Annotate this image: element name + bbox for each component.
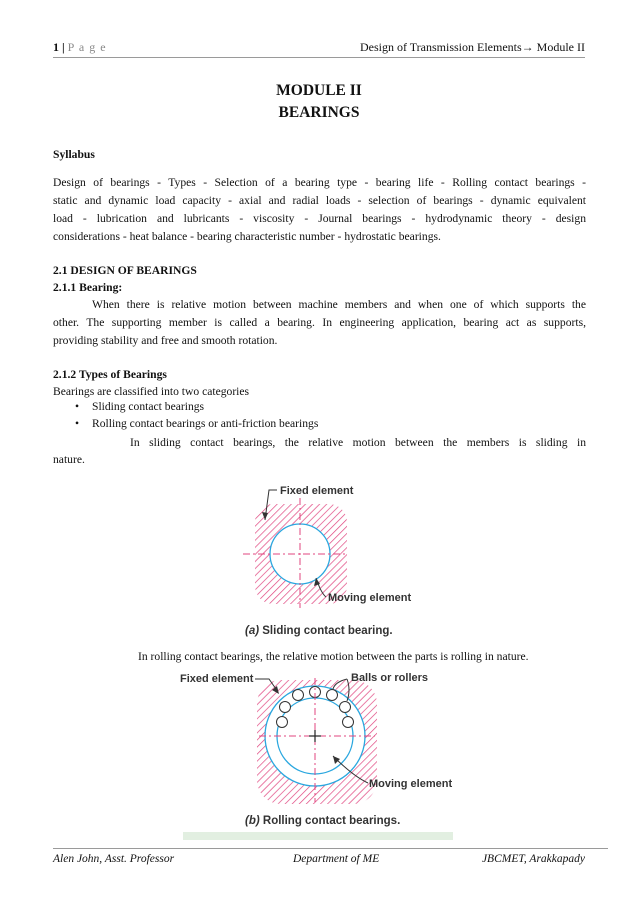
bullet-icon: • <box>75 400 80 413</box>
syllabus-line-1: Design of bearings - Types - Selection of a bearing type - bearing life - Rolling contact bearings - <box>53 176 586 189</box>
footer-rule <box>53 848 608 849</box>
page-number: 1 <box>53 40 59 54</box>
section-heading-2-1: 2.1 DESIGN OF BEARINGS <box>53 264 197 277</box>
topic-title: BEARINGS <box>278 104 360 121</box>
bearing-para-line-3: providing stability and free and smooth rotation. <box>53 334 278 347</box>
label-fixed-element: Fixed element <box>280 485 354 497</box>
page-word: P a g e <box>67 40 107 54</box>
page-header <box>53 40 585 56</box>
figure-a-caption <box>245 625 393 637</box>
label-balls-or-rollers: Balls or rollers <box>351 672 429 684</box>
ball-icon <box>340 702 351 713</box>
sliding-contact-bearing-figure <box>225 478 435 623</box>
module-title: MODULE II <box>276 82 362 99</box>
figure-a-caption-tag: (a) <box>245 625 260 637</box>
header-rule <box>53 57 585 58</box>
syllabus-line-2: static and dynamic load capacity - axial and radial loads - selection of bearings - dynamic equivalent <box>53 194 586 207</box>
figure-b-caption <box>245 815 400 827</box>
sliding-sentence-line-2: nature. <box>53 453 85 466</box>
syllabus-line-4: considerations - heat balance - bearing characteristic number - hydrostatic bearings. <box>53 230 441 243</box>
label-fixed-element: Fixed element <box>180 673 254 685</box>
syllabus-heading: Syllabus <box>53 148 95 161</box>
bullet-icon: • <box>75 417 80 430</box>
page-indicator <box>53 40 107 55</box>
running-title-left: Design of Transmission Elements <box>360 40 522 54</box>
bearing-para-line-2: other. The supporting member is called a bearing. In engineering application, bearing act as supports, <box>53 316 586 329</box>
running-title-right: Module II <box>536 40 585 54</box>
bullet-item-rolling: Rolling contact bearings or anti-friction bearings <box>92 417 319 430</box>
footer-author: Alen John, Asst. Professor <box>53 853 175 865</box>
types-intro: Bearings are classified into two categories <box>53 385 250 398</box>
arrow-icon: → <box>521 40 534 54</box>
rolling-contact-bearing-figure <box>175 666 465 808</box>
subsection-heading-2-1-2: 2.1.2 Types of Bearings <box>53 368 167 381</box>
figure-b-caption-tag: (b) <box>245 815 260 827</box>
bearing-para-line-1: When there is relative motion between machine members and when one of which supports the <box>92 298 586 311</box>
syllabus-line-3: load - lubrication and lubricants - viscosity - Journal bearings - hydrodynamic theory - design <box>53 212 586 225</box>
page-separator: | <box>62 40 65 54</box>
running-title <box>360 40 585 55</box>
figure-a-caption-text: Sliding contact bearing. <box>262 625 393 637</box>
bullet-item-sliding: Sliding contact bearings <box>92 400 205 413</box>
ball-icon <box>327 690 338 701</box>
sliding-sentence-line-1: In sliding contact bearings, the relative motion between the members is sliding in <box>130 436 586 449</box>
ball-icon <box>343 717 354 728</box>
ball-icon <box>277 717 288 728</box>
decorative-bar <box>183 832 453 840</box>
subsection-heading-2-1-1: 2.1.1 Bearing: <box>53 281 123 294</box>
ball-icon <box>293 690 304 701</box>
ball-icon <box>280 702 291 713</box>
footer-department: Department of ME <box>293 853 380 865</box>
figure-b-caption-text: Rolling contact bearings. <box>262 815 401 827</box>
rolling-sentence: In rolling contact bearings, the relative motion between the parts is rolling in nature. <box>138 650 529 663</box>
label-moving-element: Moving element <box>328 592 412 604</box>
label-moving-element: Moving element <box>369 778 453 790</box>
footer-institution: JBCMET, Arakkapady <box>481 853 585 865</box>
